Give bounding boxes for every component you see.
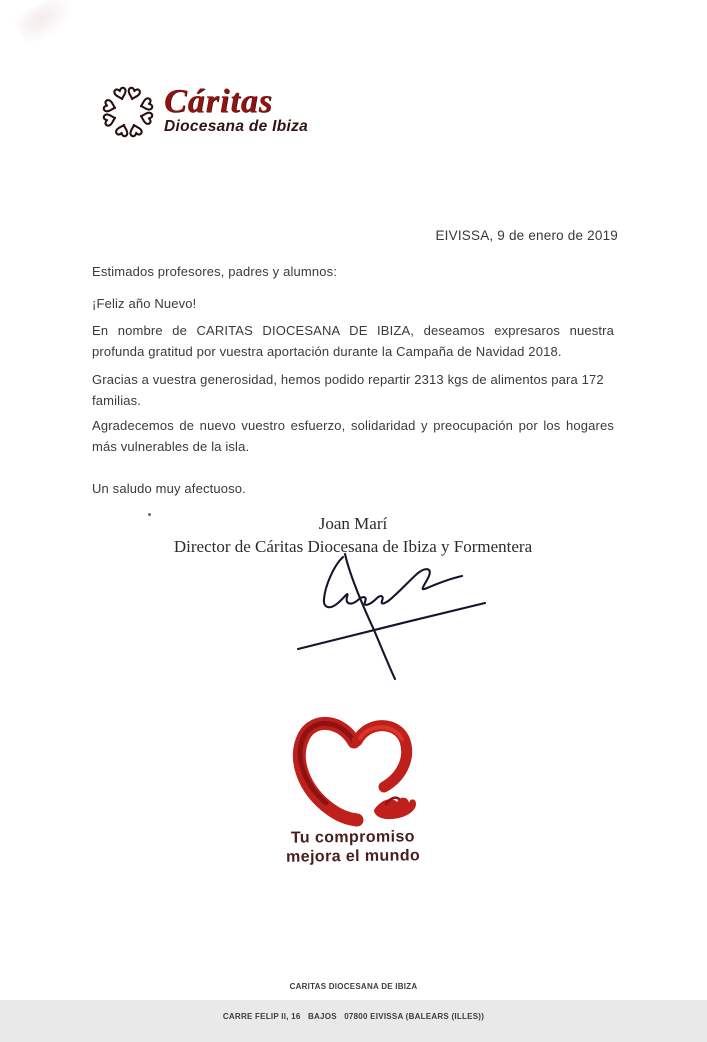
bird-shape bbox=[374, 798, 416, 820]
tagline-line-2: mejora el mundo bbox=[286, 847, 421, 866]
letterhead bbox=[100, 84, 308, 140]
brush-heart-icon bbox=[278, 708, 430, 826]
tagline-line-1: Tu compromiso bbox=[291, 828, 416, 847]
paragraph-2: Gracias a vuestra generosidad, hemos podido repartir 2313 kgs de alimentos para 172 familias. bbox=[92, 372, 604, 408]
brand-subtitle: Diocesana de Ibiza bbox=[164, 118, 309, 135]
footer-address: CARRE FELIP II, 16 BAJOS 07800 EIVISSA (BALEARS (ILLES)) bbox=[222, 1012, 485, 1021]
letterhead-text bbox=[164, 83, 309, 136]
caritas-cross-hearts-icon bbox=[100, 84, 156, 140]
paragraph-3: Agradecemos de nuevo vuestro esfuerzo, solidaridad y preocupación por los hogares más vulnerables de la isla. bbox=[92, 418, 614, 454]
footer-org-name: CARITAS DIOCESANA DE IBIZA bbox=[289, 982, 418, 991]
brand-name: Cáritas bbox=[164, 83, 274, 120]
greeting: ¡Feliz año Nuevo! bbox=[92, 296, 197, 311]
closing: Un saludo muy afectuoso. bbox=[92, 481, 246, 496]
signer-title: Director de Cáritas Diocesana de Ibiza y Formentera bbox=[173, 537, 533, 556]
campaign-logo-block bbox=[0, 708, 707, 866]
handwritten-signature bbox=[288, 548, 498, 683]
scan-smudge-artifact bbox=[14, 0, 83, 49]
salutation: Estimados profesores, padres y alumnos: bbox=[92, 264, 338, 279]
paragraph-1: En nombre de CARITAS DIOCESANA DE IBIZA, deseamos expresaros nuestra profunda gratitud por vuestra aportación durante la Campaña de Navidad 2018. bbox=[92, 323, 614, 359]
footer bbox=[0, 962, 707, 1042]
campaign-tagline bbox=[286, 827, 420, 866]
dateline: EIVISSA, 9 de enero de 2019 bbox=[435, 228, 618, 243]
signer-name: Joan Marí bbox=[318, 514, 388, 533]
